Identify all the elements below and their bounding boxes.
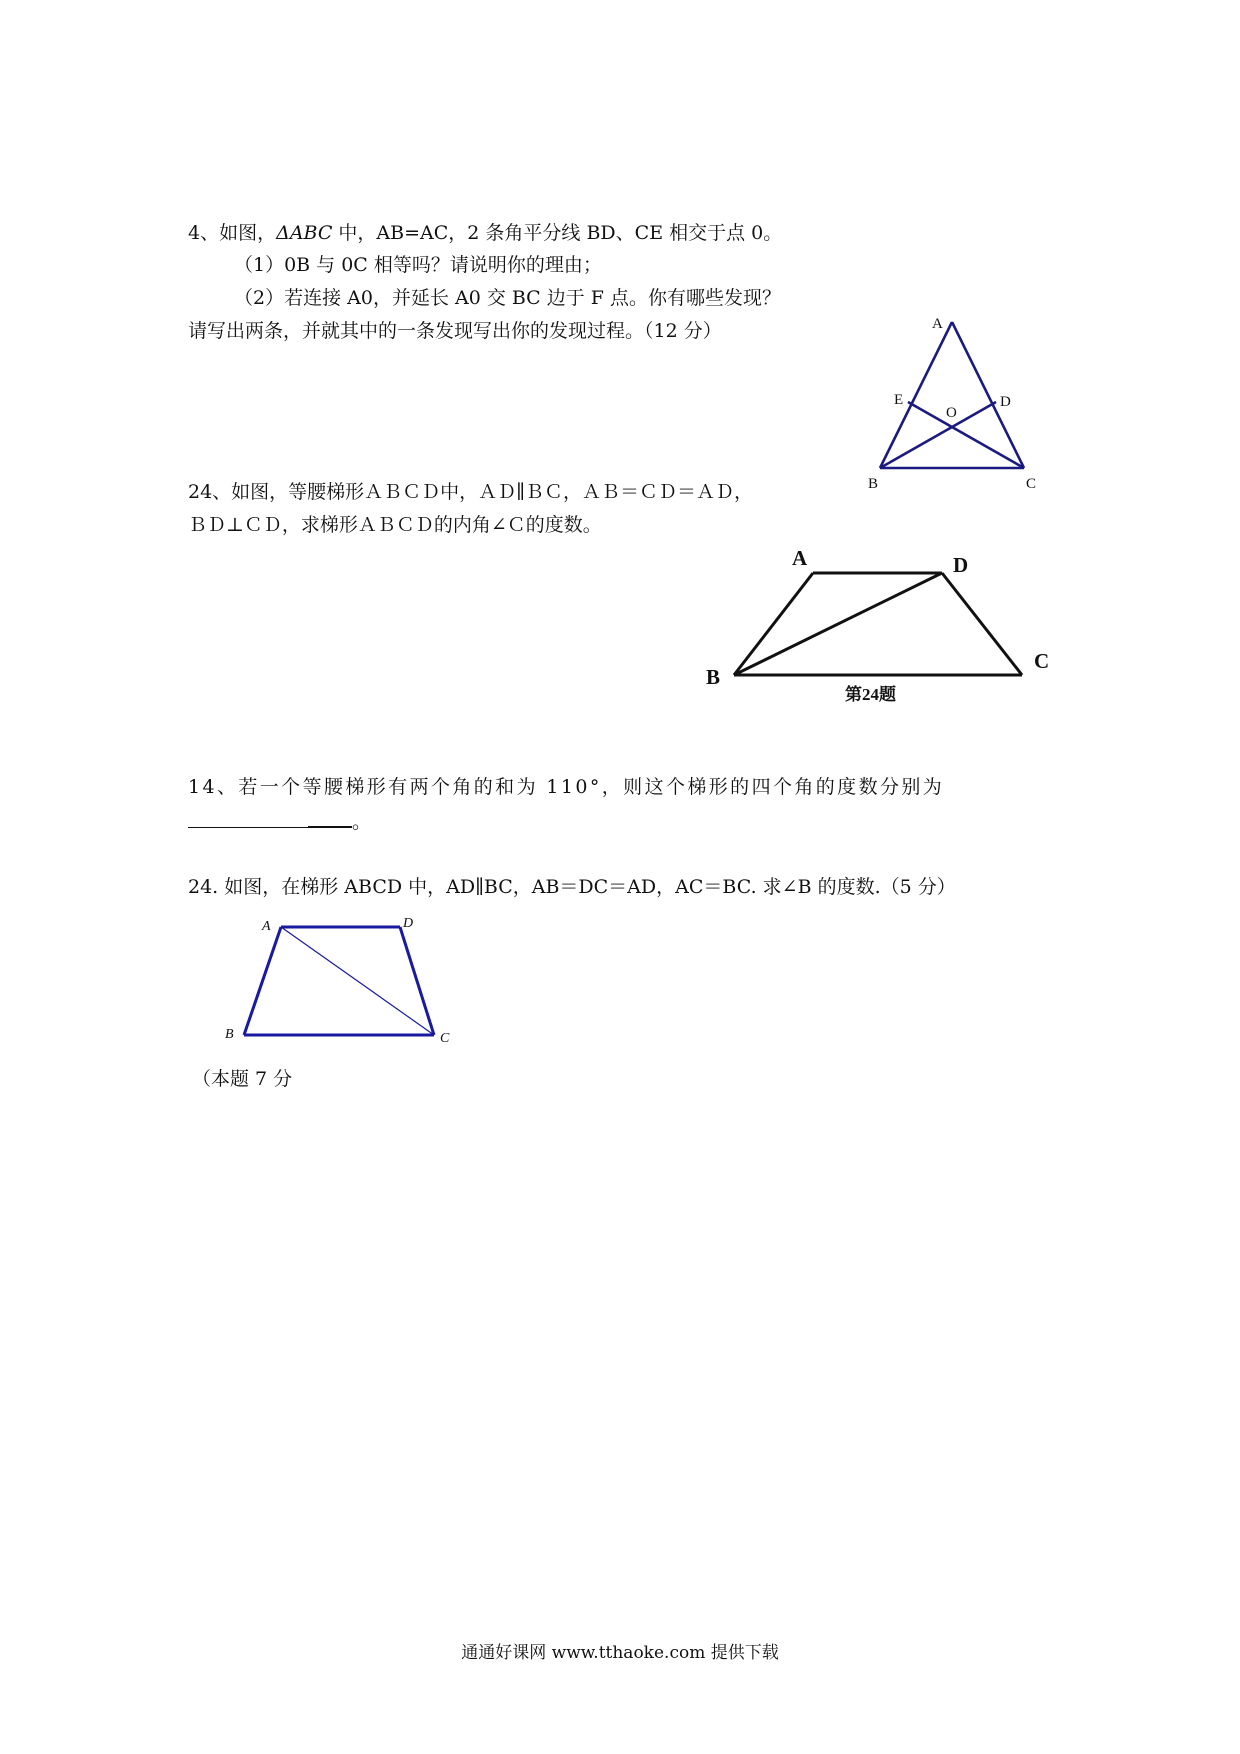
q4-triangle-figure <box>860 310 1050 490</box>
label-a: A <box>792 546 808 570</box>
edge-dc <box>400 927 434 1035</box>
label-c: C <box>1026 476 1037 490</box>
edge-dc <box>942 573 1022 675</box>
q4-line1-pre: 4、如图， <box>188 222 277 244</box>
q4-part2-cont: 请写出两条，并就其中的一条发现写出你的发现过程。（12 分） <box>188 320 722 342</box>
q24b-line1: 24. 如图，在梯形 ABCD 中，AD∥BC，AB＝DC＝AD，AC＝BC. 求∠B 的度数.（5 分） <box>188 876 956 898</box>
label-a: A <box>932 316 943 332</box>
q24b-trapezoid-figure <box>218 908 468 1048</box>
label-e: E <box>894 392 904 408</box>
q4-triangle-symbol: ΔABC <box>276 222 333 244</box>
label-b: B <box>225 1027 234 1042</box>
q4-part1: （1）0B 与 0C 相等吗？请说明你的理由； <box>234 254 602 276</box>
answer-blank-end <box>308 812 352 828</box>
label-c: C <box>440 1031 450 1046</box>
edge-ab <box>734 573 813 675</box>
q14-line2 <box>188 812 371 832</box>
q4-part2: （2）若连接 A0，并延长 A0 交 BC 边于 F 点。你有哪些发现？ <box>234 287 782 309</box>
label-d: D <box>953 553 969 577</box>
figure-caption: 第24题 <box>845 685 896 704</box>
label-d: D <box>1000 394 1011 410</box>
label-a: A <box>262 919 271 934</box>
q14-line2-end: 。 <box>352 811 372 833</box>
q4-line1-post: 中，AB=AC，2 条角平分线 BD、CE 相交于点 0。 <box>332 222 783 244</box>
label-o: O <box>946 405 957 421</box>
q24a-trapezoid-figure <box>700 545 1070 715</box>
edge-ab <box>244 927 281 1035</box>
diagonal-bd <box>734 573 942 675</box>
label-b: B <box>868 476 879 490</box>
q24a-line2: ＢＤ⊥ＣＤ，求梯形ＡＢＣＤ的内角∠Ｃ的度数。 <box>188 514 602 536</box>
answer-blank <box>188 813 308 828</box>
q4-line1 <box>188 224 782 243</box>
diagonal-ac <box>281 927 434 1035</box>
q14-line1: 14、若一个等腰梯形有两个角的和为 110°，则这个梯形的四个角的度数分别为 <box>188 776 945 798</box>
label-c: C <box>1034 649 1050 673</box>
footer-source: 通通好课网 www.tthaoke.com 提供下载 <box>461 1643 779 1663</box>
q24a-line1: 24、如图，等腰梯形ＡＢＣＤ中，ＡＤ∥ＢＣ，ＡＢ＝ＣＤ＝ＡＤ， <box>188 481 753 503</box>
label-b: B <box>706 665 721 689</box>
label-d: D <box>403 916 414 931</box>
q24b-note: （本题 7 分 <box>192 1068 293 1090</box>
